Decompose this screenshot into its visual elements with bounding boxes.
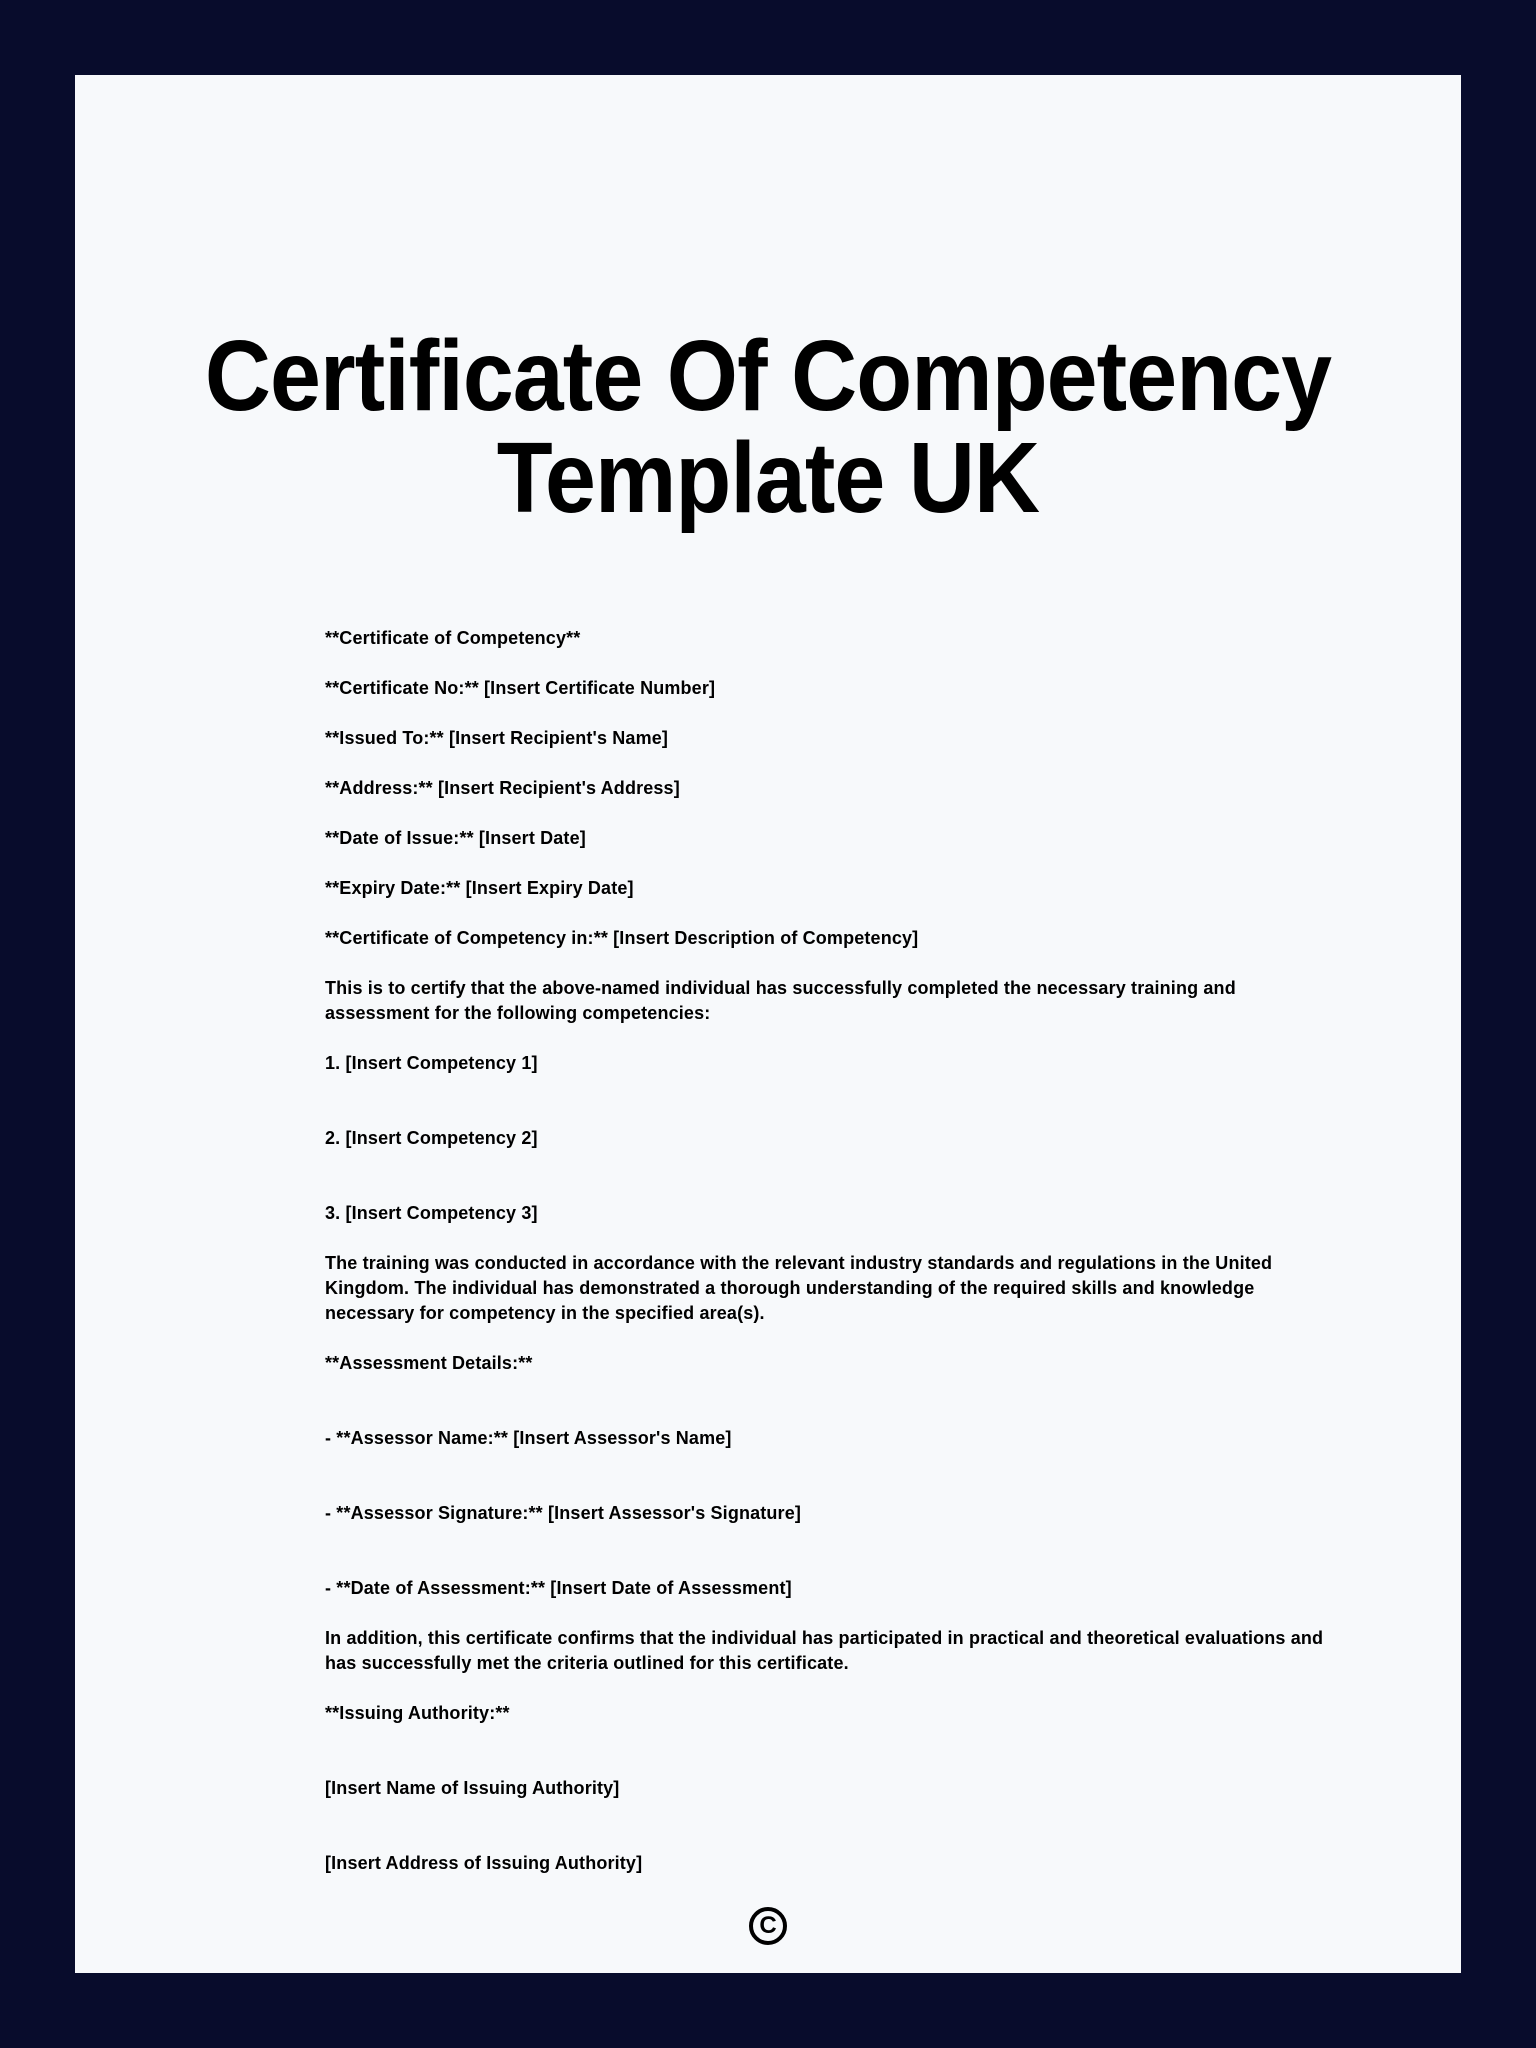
competency-item-2: 2. [Insert Competency 2] (325, 1128, 538, 1148)
competency-item-1: 1. [Insert Competency 1] (325, 1053, 538, 1073)
competency-item-3: 3. [Insert Competency 3] (325, 1203, 538, 1223)
certificate-heading: **Certificate of Competency** (325, 628, 581, 648)
assessment-item-date: - **Date of Assessment:** [Insert Date of Assessment] (325, 1578, 792, 1598)
document-page (75, 75, 1461, 1973)
assessment-heading: **Assessment Details:** (325, 1353, 533, 1373)
field-certificate-number: **Certificate No:** [Insert Certificate Number] (325, 678, 716, 698)
intro-paragraph: This is to certify that the above-named individual has successfully completed the necessary training and assessment for the following competencies: (325, 978, 1236, 1023)
training-paragraph: The training was conducted in accordance with the relevant industry standards and regulations in the United Kingdom. The individual has demonstrated a thorough understanding of the required skills and knowledge necessary for competency in the specified area(s). (325, 1253, 1273, 1323)
field-issued-to: **Issued To:** [Insert Recipient's Name] (325, 728, 669, 748)
field-date-of-issue: **Date of Issue:** [Insert Date] (325, 828, 586, 848)
field-address: **Address:** [Insert Recipient's Address] (325, 778, 680, 798)
copyright-icon (749, 1907, 787, 1945)
title-line-1: Certificate Of Competency (204, 320, 1332, 432)
document-body (325, 626, 1340, 1901)
authority-address: [Insert Address of Issuing Authority] (325, 1853, 643, 1873)
assessment-item-assessor-signature: - **Assessor Signature:** [Insert Assessor's Signature] (325, 1503, 802, 1523)
copyright-letter: C (759, 1912, 777, 1939)
field-competency-description: **Certificate of Competency in:** [Insert Description of Competency] (325, 928, 919, 948)
addition-paragraph: In addition, this certificate confirms that the individual has participated in practical and theoretical evaluations and has successfully met the criteria outlined for this certificate. (325, 1628, 1324, 1673)
authority-name: [Insert Name of Issuing Authority] (325, 1778, 620, 1798)
title-line-2: Template UK (496, 422, 1040, 534)
field-expiry-date: **Expiry Date:** [Insert Expiry Date] (325, 878, 634, 898)
page-title (134, 320, 1402, 534)
authority-heading: **Issuing Authority:** (325, 1703, 510, 1723)
assessment-item-assessor-name: - **Assessor Name:** [Insert Assessor's Name] (325, 1428, 732, 1448)
